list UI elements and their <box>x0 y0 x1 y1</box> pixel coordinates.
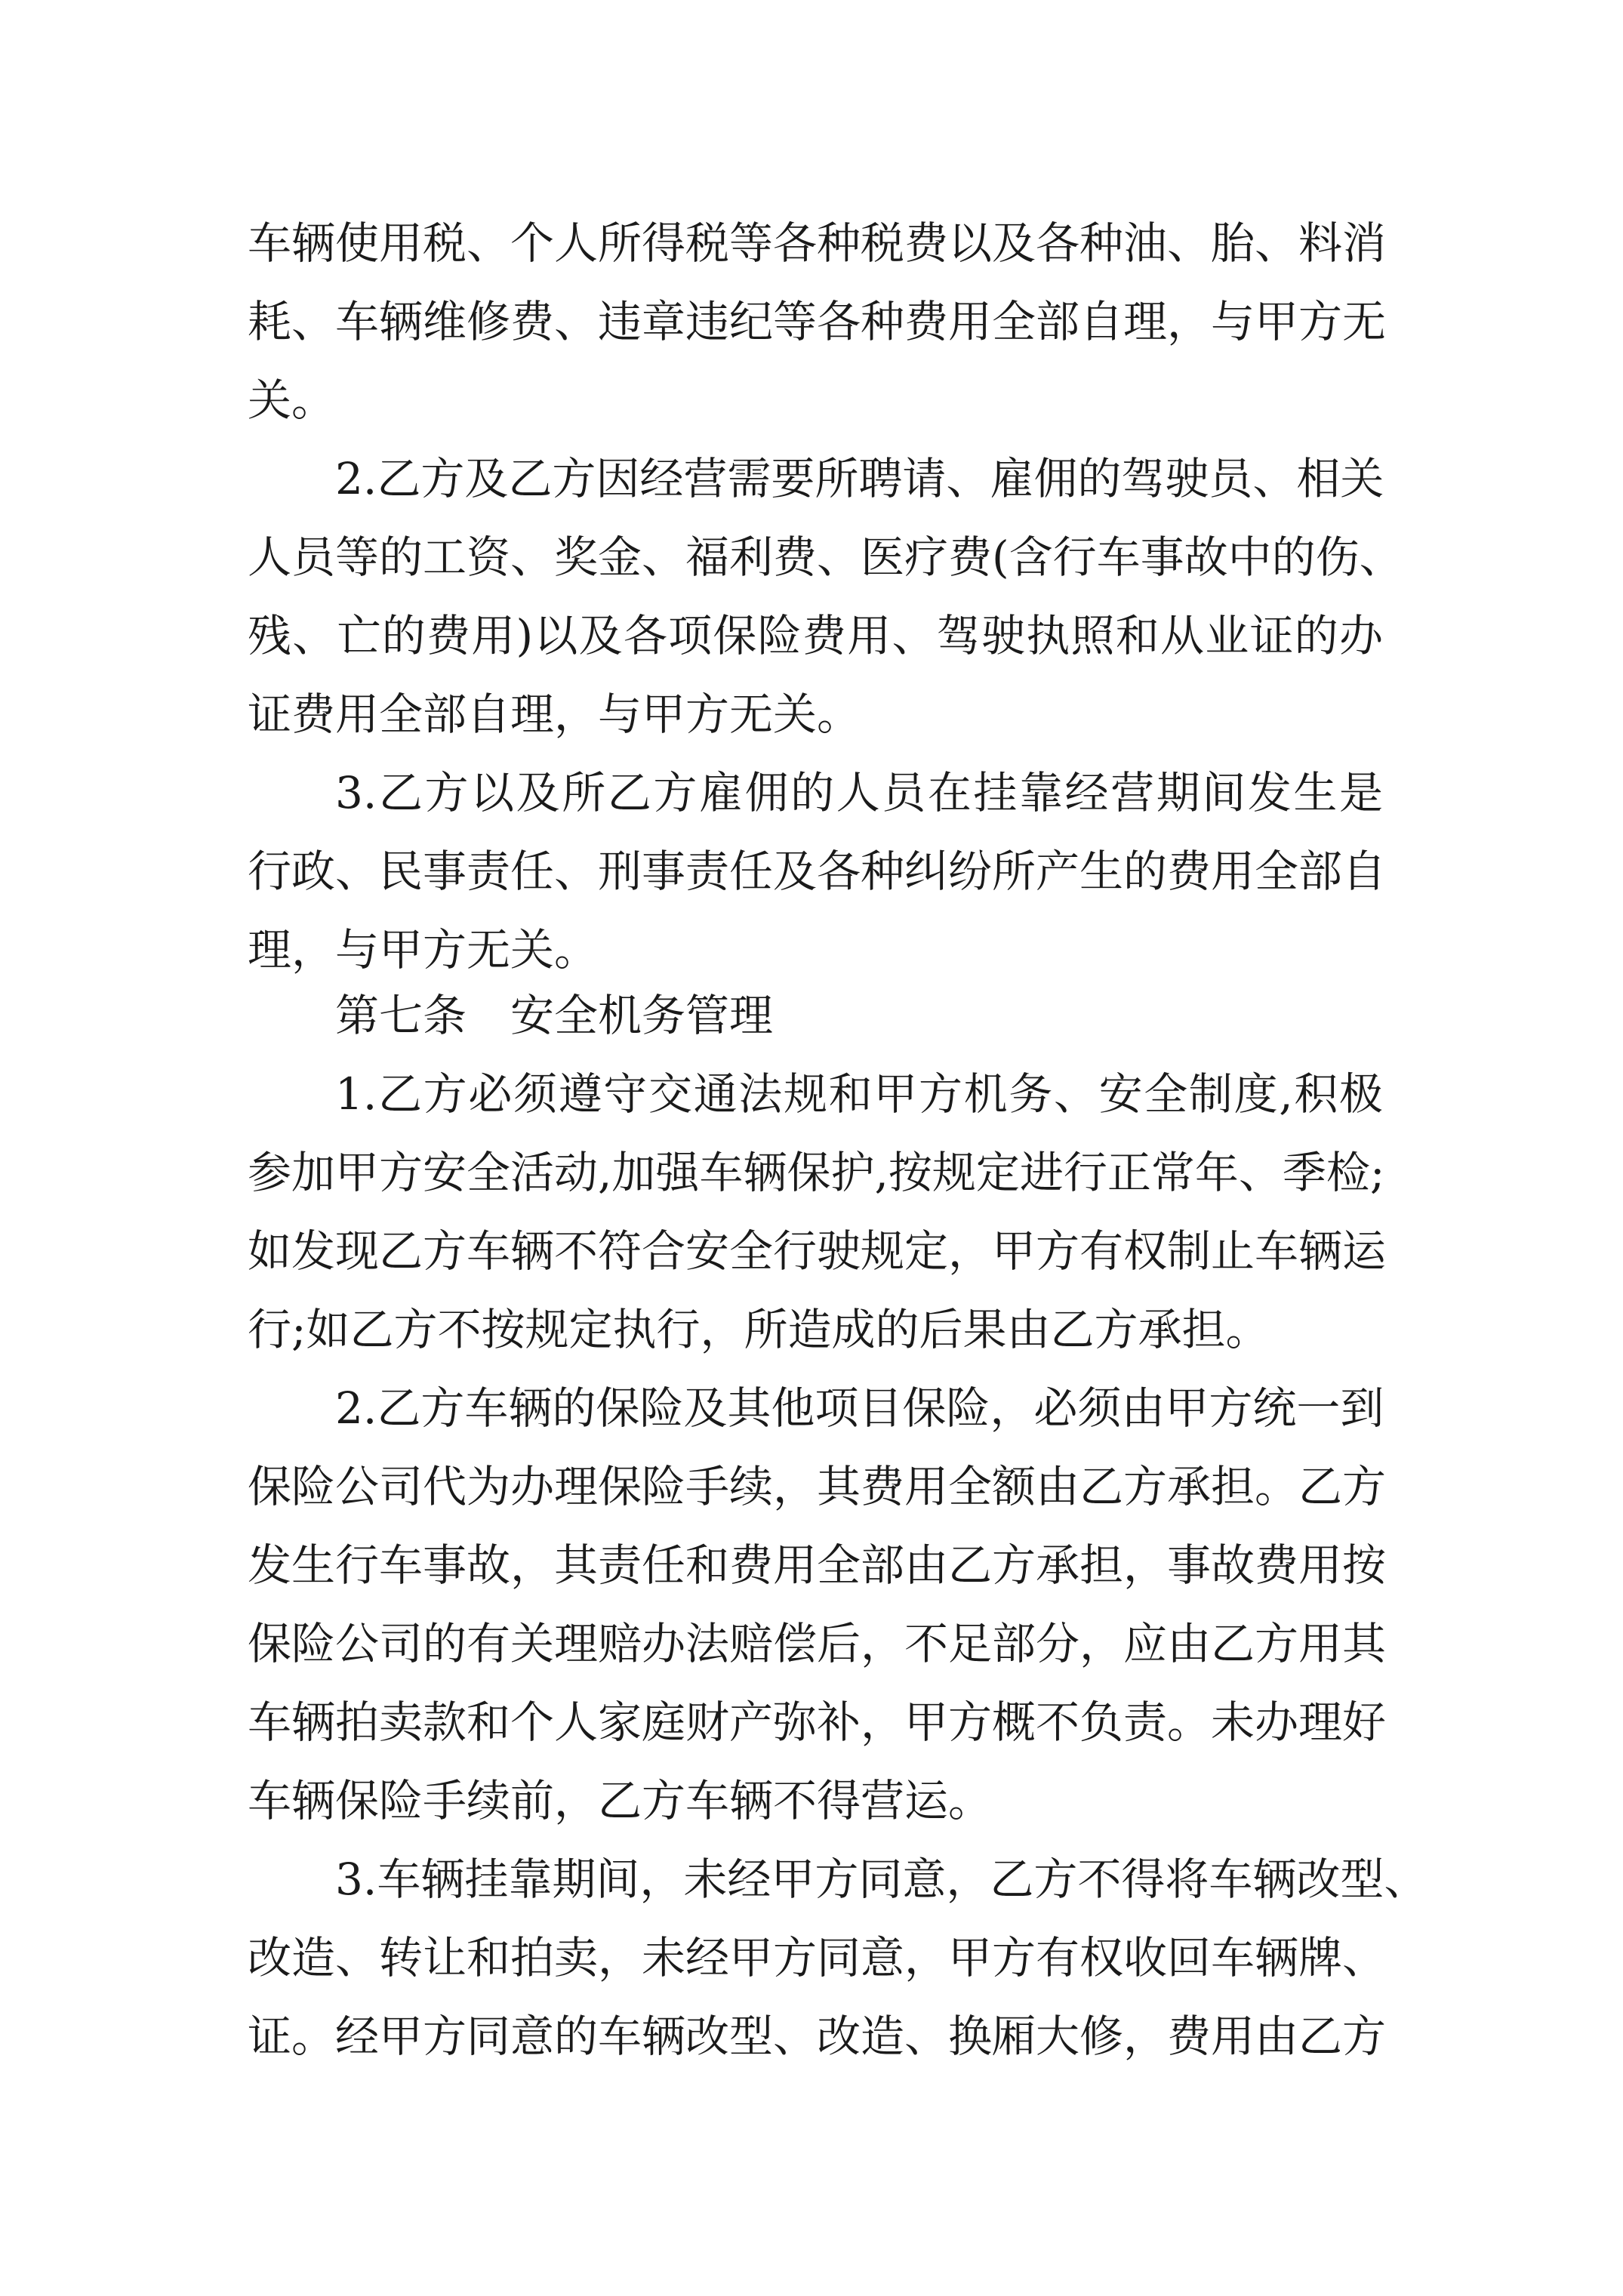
text-line: 改造、转让和拍卖，未经甲方同意，甲方有权收回车辆牌、 <box>248 1932 1387 1983</box>
text-line: 1.乙方必须遵守交通法规和甲方机务、安全制度,积极 <box>335 1068 1383 1120</box>
text-line: 证费用全部自理，与甲方无关。 <box>248 689 861 740</box>
text-line: 保险公司代为办理保险手续，其费用全额由乙方承担。乙方 <box>248 1461 1387 1512</box>
text-line: 人员等的工资、奖金、福利费、医疗费(含行车事故中的伤、 <box>248 532 1403 583</box>
text-line: 2.乙方及乙方因经营需要所聘请、雇佣的驾驶员、相关 <box>335 453 1384 504</box>
text-line: 行政、民事责任、刑事责任及各种纠纷所产生的费用全部自 <box>248 846 1387 897</box>
text-line: 耗、车辆维修费、违章违纪等各种费用全部自理，与甲方无 <box>248 296 1387 347</box>
text-line: 发生行车事故，其责任和费用全部由乙方承担，事故费用按 <box>248 1539 1387 1591</box>
text-line: 如发现乙方车辆不符合安全行驶规定，甲方有权制止车辆运 <box>248 1225 1387 1277</box>
text-line: 理，与甲方无关。 <box>248 924 599 975</box>
text-line: 保险公司的有关理赔办法赔偿后，不足部分，应由乙方用其 <box>248 1618 1387 1669</box>
text-line: 车辆拍卖款和个人家庭财产弥补，甲方概不负责。未办理好 <box>248 1697 1387 1748</box>
text-line: 车辆使用税、个人所得税等各种税费以及各种油、胎、料消 <box>248 217 1387 269</box>
text-line: 2.乙方车辆的保险及其他项目保险，必须由甲方统一到 <box>335 1382 1384 1434</box>
section-heading: 第七条 安全机务管理 <box>335 990 774 1041</box>
text-line: 3.车辆挂靠期间，未经甲方同意，乙方不得将车辆改型、 <box>335 1854 1428 1905</box>
text-line: 车辆保险手续前，乙方车辆不得营运。 <box>248 1775 993 1826</box>
text-line: 参加甲方安全活动,加强车辆保护,按规定进行正常年、季检; <box>248 1147 1385 1198</box>
text-line: 3.乙方以及所乙方雇佣的人员在挂靠经营期间发生是 <box>335 767 1383 818</box>
text-line: 残、亡的费用)以及各项保险费用、驾驶执照和从业证的办 <box>248 610 1383 661</box>
text-line: 证。经甲方同意的车辆改型、改造、换厢大修，费用由乙方 <box>248 2011 1387 2062</box>
text-line: 行;如乙方不按规定执行，所造成的后果由乙方承担。 <box>248 1304 1270 1355</box>
text-line: 关。 <box>248 374 336 426</box>
